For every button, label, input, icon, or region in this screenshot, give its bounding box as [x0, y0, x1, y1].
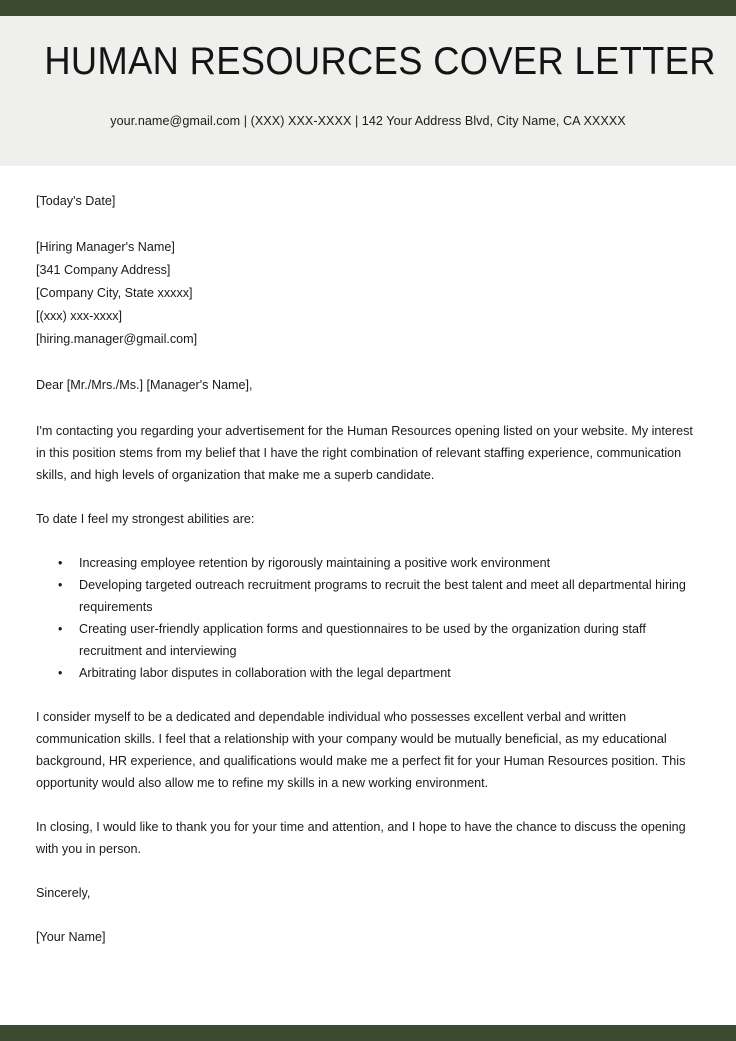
opening-paragraph: I'm contacting you regarding your advertisement for the Human Resources opening listed on your website. My interest in this position stems from my belief that I have the right combination of relevant staffing experience, communication skills, and high levels of organization that make me a superb candidate.	[36, 424, 693, 482]
header-contact-line: your.name@gmail.com | (XXX) XXX-XXXX | 142 Your Address Blvd, City Name, CA XXXXX	[110, 113, 626, 128]
top-accent-bar	[0, 0, 736, 16]
list-item-label: Creating user-friendly application forms and questionnaires to be used by the organization during staff recruitment and interviewing	[79, 622, 646, 658]
bullet-icon: •	[58, 666, 63, 680]
letter-body	[0, 166, 736, 1025]
list-item	[36, 662, 700, 684]
signature-name: [Your Name]	[36, 930, 106, 944]
recipient-email: [hiring.manager@gmail.com]	[36, 332, 198, 346]
recipient-name: [Hiring Manager's Name]	[36, 240, 175, 254]
closing-paragraph: In closing, I would like to thank you for your time and attention, and I hope to have the chance to discuss the opening with you in person.	[36, 820, 686, 856]
recipient-phone: [(xxx) xxx-xxxx]	[36, 309, 123, 323]
recipient-city-state-zip: [Company City, State xxxxx]	[36, 286, 193, 300]
bullet-icon: •	[58, 556, 63, 570]
salutation: Dear [Mr./Mrs./Ms.] [Manager's Name],	[36, 378, 253, 392]
abilities-list-wrapper	[36, 544, 700, 684]
list-item	[36, 618, 700, 662]
list-item-label: Increasing employee retention by rigorously maintaining a positive work environment	[79, 556, 551, 570]
qualifications-paragraph: I consider myself to be a dedicated and dependable individual who possesses excellent verbal and written communication skills. I feel that a relationship with your company would be mutually beneficial, as my educational background, HR experience, and qualifications would make me a perfect fit for your Human Resources position. This opportunity would also allow me to refine my skills in a new working environment.	[36, 710, 686, 790]
recipient-street: [341 Company Address]	[36, 263, 171, 277]
list-item	[36, 574, 700, 618]
list-item	[36, 552, 700, 574]
abilities-lead-in: To date I feel my strongest abilities are:	[36, 512, 255, 526]
sign-off: Sincerely,	[36, 886, 91, 900]
letter-date: [Today's Date]	[36, 194, 116, 208]
abilities-list	[36, 552, 700, 684]
list-item-label: Arbitrating labor disputes in collaboration with the legal department	[79, 666, 451, 680]
bullet-icon: •	[58, 622, 63, 636]
list-item-label: Developing targeted outreach recruitment programs to recruit the best talent and meet all departmental hiring requirements	[79, 578, 686, 614]
page-title: HUMAN RESOURCES COVER LETTER	[44, 40, 716, 83]
letter-header	[0, 16, 736, 166]
recipient-address-block	[36, 236, 700, 351]
bottom-accent-bar	[0, 1025, 736, 1041]
bullet-icon: •	[58, 578, 63, 592]
